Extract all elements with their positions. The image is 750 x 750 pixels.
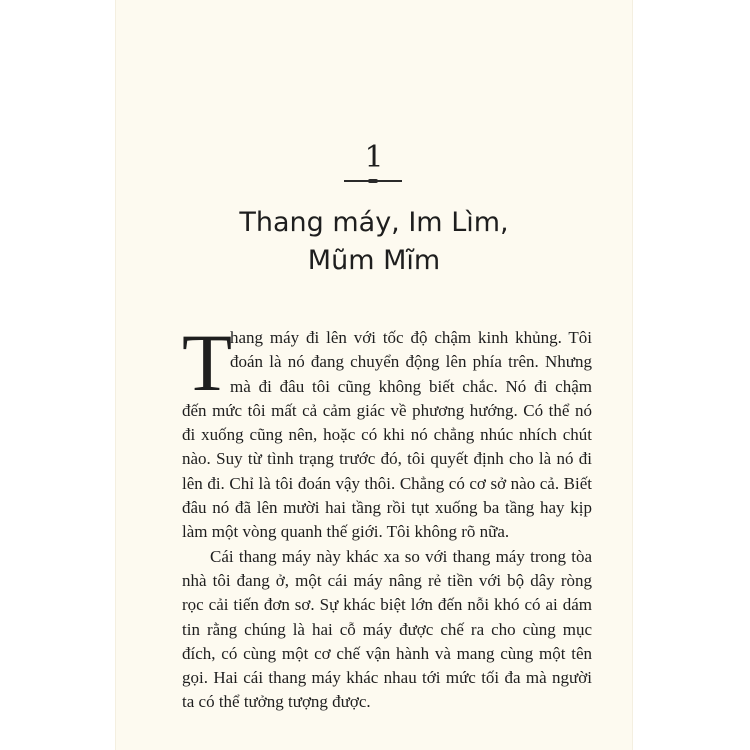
text-line: đích, có cùng một cơ chế vận hành và mang cùng một tên	[182, 643, 592, 663]
text-line: đâu nó đã lên mười hai tầng rồi tụt xuống ba tầng hay kịp	[182, 498, 592, 518]
paragraph-1	[182, 317, 592, 545]
text-line: hang máy đi lên với tốc độ chậm kinh khủng. Tôi	[230, 328, 592, 347]
text-line: Cái thang máy này khác xa so với thang máy trong tòa	[210, 546, 592, 566]
text-line: gọi. Hai cái thang máy khác nhau tới mức tối đa mà người	[182, 668, 592, 688]
chapter-number: 1	[364, 140, 384, 175]
text-line: ta có thể tưởng tượng được.	[182, 692, 371, 712]
paragraph-2	[182, 545, 592, 715]
text-line: đoán là nó đang chuyển động lên phía trên. Nhưng	[230, 352, 592, 372]
text-line: làm một vòng quanh thế giới. Tôi không rõ nữa.	[182, 522, 510, 542]
chapter-title	[116, 204, 632, 280]
text-line: rọc cải tiến đơn sơ. Sự khác biệt lớn đến nỗi khó có ai dám	[182, 595, 592, 615]
text-line: tin rằng chúng là hai cỗ máy được chế ra cho cùng mục	[182, 619, 592, 639]
body-text	[182, 317, 592, 715]
text-line: đến mức tôi mất cả cảm giác về phương hướng. Có thể nó	[182, 400, 592, 420]
text-line: mà đi đâu tôi cũng không biết chắc. Nó đi chậm	[230, 376, 592, 396]
text-line: nhà tôi đang ở, một cái máy nâng rẻ tiền với bộ dây ròng	[182, 570, 592, 590]
chapter-title-line-1: Thang máy, Im Lìm,	[239, 207, 509, 238]
book-page	[116, 0, 632, 750]
text-line: lên đi. Chỉ là tôi đoán vậy thôi. Chẳng có cơ sở nào cả. Biết	[182, 473, 592, 493]
drop-cap: T	[182, 317, 233, 408]
chapter-title-line-2: Mũm Mĩm	[307, 245, 441, 276]
text-line: đi xuống cũng nên, hoặc có khi nó chẳng nhúc nhích chút	[182, 425, 592, 445]
chapter-divider	[344, 180, 402, 182]
text-line: nào. Suy từ tình trạng trước đó, tôi quyết định cho là nó đi	[182, 449, 592, 469]
